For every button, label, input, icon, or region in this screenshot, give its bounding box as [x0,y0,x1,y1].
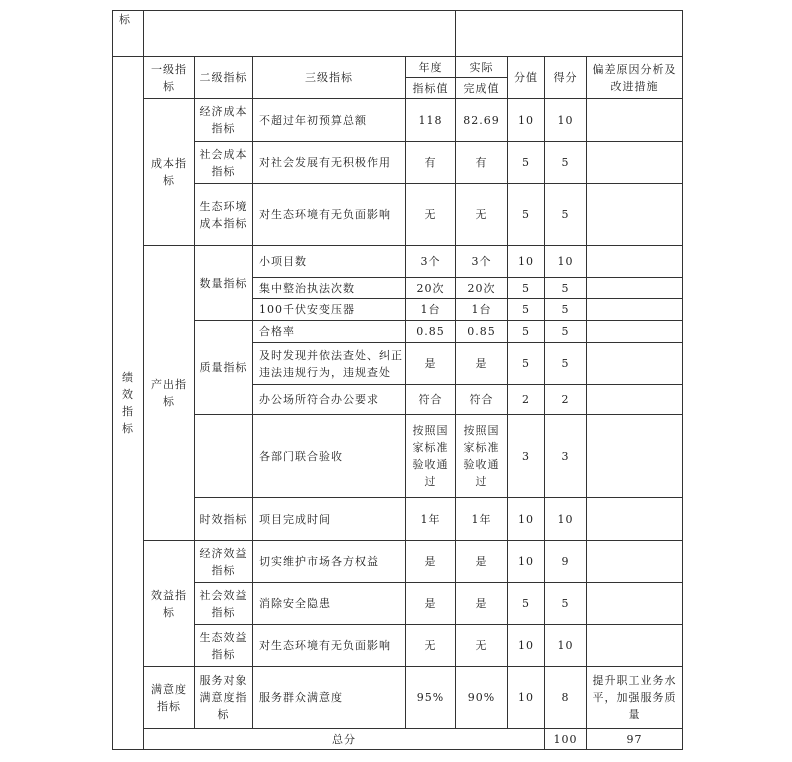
row-7-name: 合格率 [253,321,406,343]
row-9-reason [587,385,683,415]
header-level3: 三级指标 [253,57,406,99]
subgroup-economic-cost: 经济成本指标 [195,99,253,142]
row-12-score: 9 [545,541,587,583]
row-7-score: 5 [545,321,587,343]
row-2-score: 5 [545,142,587,184]
row-14-target: 无 [406,625,456,667]
row-14-name: 对生态环境有无负面影响 [253,625,406,667]
row-11-actual: 1年 [456,498,508,541]
header-level2: 二级指标 [195,57,253,99]
group-benefit: 效益指标 [144,541,195,667]
row-15-score: 8 [545,667,587,729]
row-11-target: 1年 [406,498,456,541]
row-2-name: 对社会发展有无积极作用 [253,142,406,184]
row-13-weight: 5 [508,583,545,625]
row-7-actual: 0.85 [456,321,508,343]
row-8-actual: 是 [456,343,508,385]
row-6-target: 1台 [406,299,456,321]
row-11-score: 10 [545,498,587,541]
row-9-weight: 2 [508,385,545,415]
row-2-weight: 5 [508,142,545,184]
row-9-score: 2 [545,385,587,415]
row-14-actual: 无 [456,625,508,667]
row-8-name: 及时发现并依法查处、纠正违法违规行为，违规查处 [253,343,406,385]
header-weight: 分值 [508,57,545,99]
row-13-target: 是 [406,583,456,625]
row-1-name: 不超过年初预算总额 [253,99,406,142]
row-5-score: 5 [545,278,587,299]
header-annual-line2: 指标值 [406,78,456,99]
row-3-target: 无 [406,184,456,246]
row-12-weight: 10 [508,541,545,583]
subgroup-eco-benefit: 生态效益指标 [195,625,253,667]
row-11-weight: 10 [508,498,545,541]
subgroup-quality: 质量指标 [195,321,253,415]
row-14-score: 10 [545,625,587,667]
row-1-target: 118 [406,99,456,142]
subgroup-social-benefit: 社会效益指标 [195,583,253,625]
subgroup-service: 服务对象满意度指标 [195,667,253,729]
row-13-name: 消除安全隐患 [253,583,406,625]
row-1-weight: 10 [508,99,545,142]
row-7-reason [587,321,683,343]
row-6-reason [587,299,683,321]
row-4-score: 10 [545,246,587,278]
row-3-reason [587,184,683,246]
row-2-actual: 有 [456,142,508,184]
row-3-score: 5 [545,184,587,246]
row-6-score: 5 [545,299,587,321]
row-5-reason [587,278,683,299]
row-8-weight: 5 [508,343,545,385]
row-3-actual: 无 [456,184,508,246]
row-9-name: 办公场所符合办公要求 [253,385,406,415]
subgroup-social-cost: 社会成本指标 [195,142,253,184]
group-output: 产出指标 [144,246,195,541]
row-10-weight: 3 [508,415,545,498]
row-6-weight: 5 [508,299,545,321]
subgroup-quantity: 数量指标 [195,246,253,321]
row-5-name: 集中整治执法次数 [253,278,406,299]
row-4-reason [587,246,683,278]
row-8-score: 5 [545,343,587,385]
row-10-actual: 按照国家标准验收通过 [456,415,508,498]
row-5-target: 20次 [406,278,456,299]
row-15-reason: 提升职工业务水平，加强服务质量 [587,667,683,729]
row-1-score: 10 [545,99,587,142]
subgroup-economic-benefit: 经济效益指标 [195,541,253,583]
subgroup-blank [195,415,253,498]
row-9-actual: 符合 [456,385,508,415]
row-8-target: 是 [406,343,456,385]
row-6-actual: 1台 [456,299,508,321]
row-2-reason [587,142,683,184]
row-5-actual: 20次 [456,278,508,299]
row-8-reason [587,343,683,385]
row-15-name: 服务群众满意度 [253,667,406,729]
row-10-name: 各部门联合验收 [253,415,406,498]
row-4-target: 3个 [406,246,456,278]
subgroup-timeliness: 时效指标 [195,498,253,541]
row-1-actual: 82.69 [456,99,508,142]
row-12-name: 切实维护市场各方权益 [253,541,406,583]
row-4-weight: 10 [508,246,545,278]
header-actual-line1: 实际 [456,57,508,78]
row-3-name: 对生态环境有无负面影响 [253,184,406,246]
group-satisfaction: 满意度指标 [144,667,195,729]
row-10-reason [587,415,683,498]
top-row-label: 标 [113,11,144,57]
row-12-target: 是 [406,541,456,583]
subgroup-eco-cost: 生态环境成本指标 [195,184,253,246]
row-11-reason [587,498,683,541]
row-15-target: 95% [406,667,456,729]
row-13-score: 5 [545,583,587,625]
top-row-blank-right [456,11,683,57]
section-label-cell: 绩效指标 [113,57,144,750]
row-3-weight: 5 [508,184,545,246]
header-reason: 偏差原因分析及改进措施 [587,57,683,99]
total-weight: 100 [545,729,587,750]
row-15-actual: 90% [456,667,508,729]
row-13-actual: 是 [456,583,508,625]
row-4-name: 小项目数 [253,246,406,278]
row-5-weight: 5 [508,278,545,299]
row-14-reason [587,625,683,667]
row-2-target: 有 [406,142,456,184]
row-7-weight: 5 [508,321,545,343]
row-12-reason [587,541,683,583]
row-14-weight: 10 [508,625,545,667]
top-row-blank [144,11,456,57]
header-actual-line2: 完成值 [456,78,508,99]
row-10-score: 3 [545,415,587,498]
row-12-actual: 是 [456,541,508,583]
row-11-name: 项目完成时间 [253,498,406,541]
row-9-target: 符合 [406,385,456,415]
row-13-reason [587,583,683,625]
row-7-target: 0.85 [406,321,456,343]
header-score: 得分 [545,57,587,99]
total-label: 总分 [144,729,545,750]
group-cost: 成本指标 [144,99,195,246]
header-annual-line1: 年度 [406,57,456,78]
performance-indicator-table [112,10,683,750]
row-10-target: 按照国家标准验收通过 [406,415,456,498]
row-1-reason [587,99,683,142]
header-level1: 一级指标 [144,57,195,99]
row-4-actual: 3个 [456,246,508,278]
row-15-weight: 10 [508,667,545,729]
total-score: 97 [587,729,683,750]
row-6-name: 100千伏安变压器 [253,299,406,321]
